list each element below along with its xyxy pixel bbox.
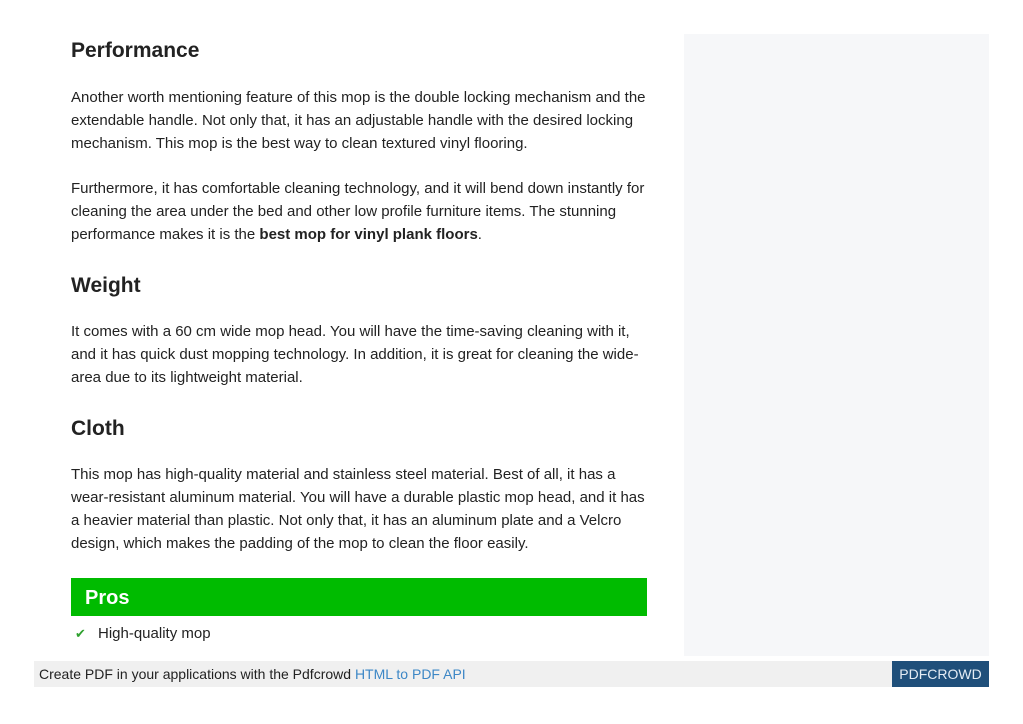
weight-paragraph: It comes with a 60 cm wide mop head. You will have the time-saving cleaning with it, and it has quick dust mopping technology. In addition, it is great for cleaning the wide-area due to its lightweight material. (71, 323, 639, 386)
sidebar-ad-placeholder (684, 34, 989, 656)
performance-paragraph-2 (71, 177, 647, 246)
pdf-footer-bar (34, 661, 989, 687)
performance-paragraph-2-text: Furthermore, it has comfortable cleaning technology, and it will bend down instantly for cleaning the area under the bed and other low profile furniture items. The stunning performance makes it is the (71, 180, 645, 243)
footer-label: Create PDF in your applications with the Pdfcrowd (39, 666, 355, 682)
performance-paragraph-1: Another worth mentioning feature of this mop is the double locking mechanism and the extendable handle. Not only that, it has an adjustable handle with the desired locking mechanism. This mop is the best way to clean textured vinyl flooring. (71, 89, 646, 152)
bold-keyword: best mop for vinyl plank floors (259, 226, 478, 243)
pros-header (71, 578, 647, 616)
check-icon: ✔ (75, 626, 86, 641)
section-heading-weight: Weight (71, 274, 141, 297)
section-heading-cloth: Cloth (71, 417, 125, 440)
pros-list (71, 624, 211, 644)
pdfcrowd-brand-button[interactable]: PDFCROWD (892, 661, 989, 687)
list-item (71, 624, 211, 644)
pros-item-label: High-quality mop (98, 625, 211, 642)
performance-paragraph-2-end: . (477, 226, 482, 243)
cloth-paragraph: This mop has high-quality material and stainless steel material. Best of all, it has a wear-resistant aluminum material. You will have a durable plastic mop head, and it has a heavier material than plastic. Not only that, it has an aluminum plate and a Velcro design, which makes the padding of the mop to clean the floor easily. (71, 466, 645, 552)
pros-title: Pros (85, 587, 130, 609)
html-to-pdf-api-link[interactable]: HTML to PDF API (354, 666, 466, 682)
section-heading-performance: Performance (71, 39, 200, 62)
footer-text (39, 665, 466, 683)
